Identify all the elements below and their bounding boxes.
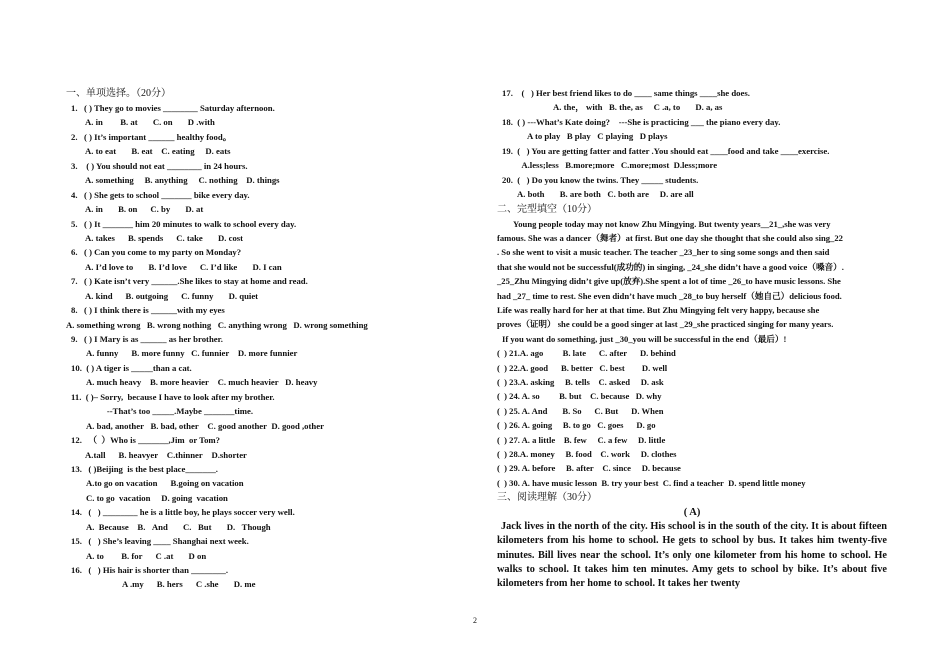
question-line: 2. ( ) It’s important ______ healthy food。 [71, 131, 232, 142]
single-choice-questions-continued [497, 86, 887, 202]
options-line: C. to go vacation D. going vacation [86, 492, 228, 503]
cloze-line: _25_Zhu Mingying didn’t give up(放弃).She spent a lot of time _26_to have music lessons. She [497, 276, 841, 287]
options-line: A. bad, another B. bad, other C. good another D. good ,other [86, 420, 324, 431]
cloze-choice-line: ( ) 26. A. going B. to go C. goes D. go [497, 420, 656, 431]
question-line: 3. ( ) You should not eat ________ in 24 hours. [71, 160, 248, 171]
options-line: A. something wrong B. wrong nothing C. anything wrong D. wrong something [66, 319, 368, 330]
cloze-line: Young people today may not know Zhu Mingying. But twenty years__21_,she was very [513, 218, 831, 229]
question-line: 5. ( ) It _______ him 20 minutes to walk to school every day. [71, 218, 297, 229]
options-line: A. both B. are both C. both are D. are all [517, 189, 694, 200]
cloze-line: If you want do something, just _30_you will be successful in the end（最后）! [502, 333, 787, 344]
cloze-choice-line: ( ) 21.A. ago B. late C. after D. behind [497, 348, 676, 359]
options-line: A. the， with B. the, as C .a, to D. a, as [553, 102, 723, 113]
question-line: 14. ( ) ________ he is a little boy, he plays soccer very well. [71, 507, 295, 518]
left-column [66, 86, 421, 592]
question-line: 8. ( ) I think there is ______with my eyes [71, 305, 225, 316]
options-line: A. to B. for C .at D on [86, 550, 207, 561]
cloze-choice-line: ( ) 30. A. have music lesson B. try your best C. find a teacher D. spend little money [497, 477, 806, 488]
options-line: A. funny B. more funny C. funnier D. more funnier [86, 348, 298, 359]
cloze-choice-line: ( ) 22.A. good B. better C. best D. well [497, 362, 668, 373]
options-line: A. in B. at C. on D .with [85, 117, 215, 128]
question-line: 11. ( )– Sorry, because I have to look after my brother. [71, 391, 275, 402]
section-title-cloze: 二、完型填空（10分） [497, 203, 597, 215]
question-line: 17. ( ) Her best friend likes to do ____ same things ____she does. [502, 88, 750, 98]
question-line: 9. ( ) I Mary is as ______ as her brother. [71, 334, 223, 344]
options-line: A to play B play C playing D plays [527, 131, 668, 142]
options-line: --That’s too _____.Maybe _______time. [96, 406, 253, 417]
question-line: 20. ( ) Do you know the twins. They _____ students. [502, 174, 699, 185]
options-line: A. much heavy B. more heavier C. much heavier D. heavy [86, 377, 318, 388]
question-line: 12. （ ）Who is _______,Jim or Tom? [71, 435, 220, 446]
right-column [497, 86, 887, 592]
options-line: A. something B. anything C. nothing D. things [85, 175, 280, 186]
question-line: 6. ( ) Can you come to my party on Monday? [71, 247, 242, 258]
cloze-line: had _27_ time to rest. She even didn’t have much _28_to buy herself（她自己）delicious food. [497, 290, 842, 301]
cloze-line: Life was really hard for her at that time. But Zhu Mingying felt very happy, because she [497, 304, 820, 315]
options-line: A.to go on vacation B.going on vacation [86, 478, 244, 489]
cloze-choice-line: ( ) 29. A. before B. after C. since D. because [497, 463, 681, 474]
question-line: 13. ( )Beijing is the best place_______. [71, 463, 218, 474]
cloze-choice-line: ( ) 27. A. a little B. few C. a few D. little [497, 434, 666, 445]
cloze-line: that she would not be successful(成功的) in singing, _24_she didn’t have a good voice（嗓音）. [497, 261, 844, 272]
options-line: A.less;less B.more;more C.more;most D.less;more [517, 160, 718, 171]
cloze-choice-line: ( ) 23.A. asking B. tells C. asked D. ask [497, 376, 664, 387]
options-line: A. to eat B. eat C. eating D. eats [85, 146, 231, 157]
single-choice-questions [66, 101, 421, 592]
options-line: A. I’d love to B. I’d love C. I’d like D. I can [85, 261, 282, 272]
passage-label: ( A) [683, 507, 701, 519]
cloze-choices [497, 346, 887, 490]
cloze-choice-line: ( ) 24. A. so B. but C. because D. why [497, 391, 662, 402]
cloze-choice-line: ( ) 25. A. And B. So C. But D. When [497, 405, 664, 416]
options-line: A .my B. hers C .she D. me [122, 579, 256, 590]
section-title-reading: 三、阅读理解（30分） [497, 492, 597, 504]
options-line: A. kind B. outgoing C. funny D. quiet [85, 290, 259, 301]
section-title-single-choice: 一、单项选择。（20分） [66, 88, 171, 99]
question-line: 1. ( ) They go to movies ________ Saturday afternoon. [71, 103, 275, 113]
cloze-line: . So she went to visit a music teacher. The teacher _23_her to sing some songs and then said [497, 247, 830, 258]
question-line: 18. ( ) ---What’s Kate doing? ---She is practicing ___ the piano every day. [502, 116, 781, 127]
cloze-line: proves（证明） she could be a good singer at last _29_she practiced singing for many years. [497, 319, 834, 330]
reading-passage: Jack lives in the north of the city. His school is in the south of the city. It is about fifteen kilometers from his home to school. He gets to school by bus. It takes him twenty-five minutes. Bill lives near the school. It’s only one kilometer from his home to school. He walks to school. It takes him ten minutes. Amy gets to school by bike. It’s about five kilometers from her home to school. It takes her twenty [497, 521, 887, 590]
cloze-choice-line: ( ) 28.A. money B. food C. work D. clothes [497, 448, 677, 459]
question-line: 16. ( ) His hair is shorter than ________. [71, 565, 229, 575]
cloze-passage [497, 217, 887, 347]
question-line: 15. ( ) She’s leaving ____ Shanghai next week. [71, 536, 249, 547]
options-line: A. Because B. And C. But D. Though [86, 521, 271, 532]
options-line: A. takes B. spends C. take D. cost [85, 232, 244, 243]
question-line: 10. ( ) A tiger is _____than a cat. [71, 362, 192, 373]
options-line: A.tall B. heavyer C.thinner D.shorter [85, 449, 247, 460]
options-line: A. in B. on C. by D. at [85, 204, 204, 215]
question-line: 7. ( ) Kate isn’t very ______.She likes to stay at home and read. [71, 276, 308, 287]
page-number: 2 [473, 616, 477, 625]
question-line: 19. ( ) You are getting fatter and fatter .You should eat ____food and take ____exercise. [502, 145, 830, 156]
question-line: 4. ( ) She gets to school _______ bike every day. [71, 189, 250, 200]
cloze-line: famous. She was a dancer（舞者）at first. But one day she thought that she could also sing_22 [497, 232, 843, 243]
